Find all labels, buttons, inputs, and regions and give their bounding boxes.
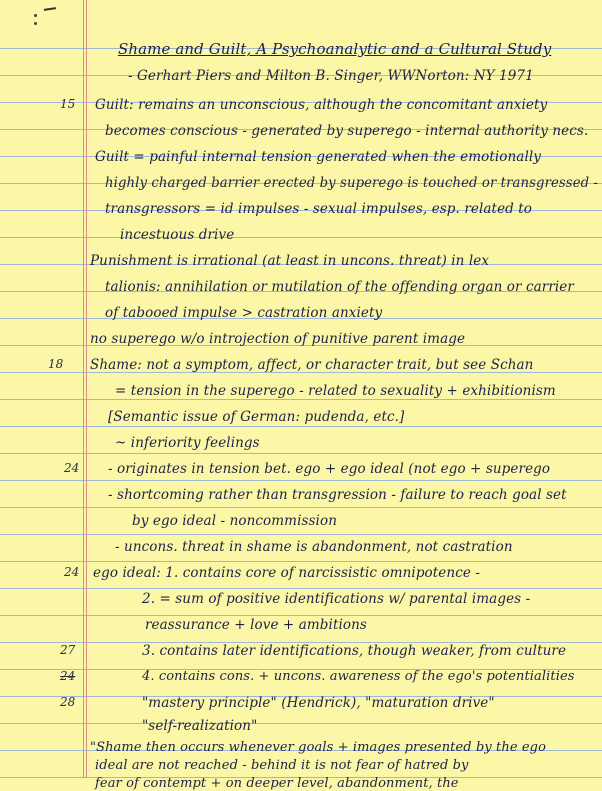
page-title: Shame and Guilt, A Psychoanalytic and a Cultural Study xyxy=(118,40,552,58)
note-line: ego ideal: 1. contains core of narcissistic omnipotence - xyxy=(93,565,480,581)
note-line: - shortcoming rather than transgression - failure to reach goal set xyxy=(108,487,567,503)
margin-rule xyxy=(86,0,87,778)
note-line: ~ inferiority feelings xyxy=(115,435,260,451)
note-line: ideal are not reached - behind it is not fear of hatred by xyxy=(95,758,469,773)
note-line: "mastery principle" (Hendrick), "maturation drive" xyxy=(142,695,495,711)
note-line: = tension in the superego - related to sexuality + exhibitionism xyxy=(115,383,556,399)
note-line: becomes conscious - generated by superego - internal authority necs. xyxy=(105,123,589,139)
note-line: Punishment is irrational (at least in uncons. threat) in lex xyxy=(90,253,490,269)
note-line: transgressors = id impulses - sexual impulses, esp. related to xyxy=(105,201,533,217)
note-line: by ego ideal - noncommission xyxy=(132,513,337,529)
page-number: 15 xyxy=(60,97,76,111)
ink-dot xyxy=(34,14,37,17)
note-line: Shame: not a symptom, affect, or character trait, but see Schan xyxy=(90,357,534,373)
note-line: fear of contempt + on deeper level, abandonment, the xyxy=(95,776,459,791)
note-line: talionis: annihilation or mutilation of the offending organ or carrier xyxy=(105,279,574,295)
note-line: 3. contains later identifications, though weaker, from culture xyxy=(142,643,567,659)
page-number: 24 xyxy=(64,565,80,579)
authors-line: - Gerhart Piers and Milton B. Singer, WWNorton: NY 1971 xyxy=(128,68,534,84)
note-line: of tabooed impulse > castration anxiety xyxy=(105,305,383,321)
note-line: Guilt = painful internal tension generated when the emotionally xyxy=(95,149,542,165)
page-number: 24 xyxy=(64,461,80,475)
note-line: "Shame then occurs whenever goals + images presented by the ego xyxy=(90,740,547,755)
ink-mark xyxy=(44,7,56,11)
page-number: 18 xyxy=(48,357,64,371)
note-line: "self-realization" xyxy=(142,718,258,734)
note-line: highly charged barrier erected by superego is touched or transgressed - xyxy=(105,175,599,191)
ink-dot xyxy=(34,22,37,25)
page-number: 27 xyxy=(60,643,76,657)
note-line: [Semantic issue of German: pudenda, etc.] xyxy=(108,409,405,425)
note-line: incestuous drive xyxy=(120,227,235,243)
page-number: 24 xyxy=(60,669,76,683)
note-line: 4. contains cons. + uncons. awareness of the ego's potentialities xyxy=(142,669,575,684)
note-line: Guilt: remains an unconscious, although the concomitant anxiety xyxy=(95,97,548,113)
note-line: - originates in tension bet. ego + ego ideal (not ego + superego xyxy=(108,461,551,477)
note-line: - uncons. threat in shame is abandonment, not castration xyxy=(115,539,513,555)
margin-rule xyxy=(83,0,84,778)
note-line: 2. = sum of positive identifications w/ parental images - xyxy=(142,591,531,607)
note-line: no superego w/o introjection of punitive parent image xyxy=(90,331,466,347)
page-number: 28 xyxy=(60,695,76,709)
note-line: reassurance + love + ambitions xyxy=(145,617,367,633)
